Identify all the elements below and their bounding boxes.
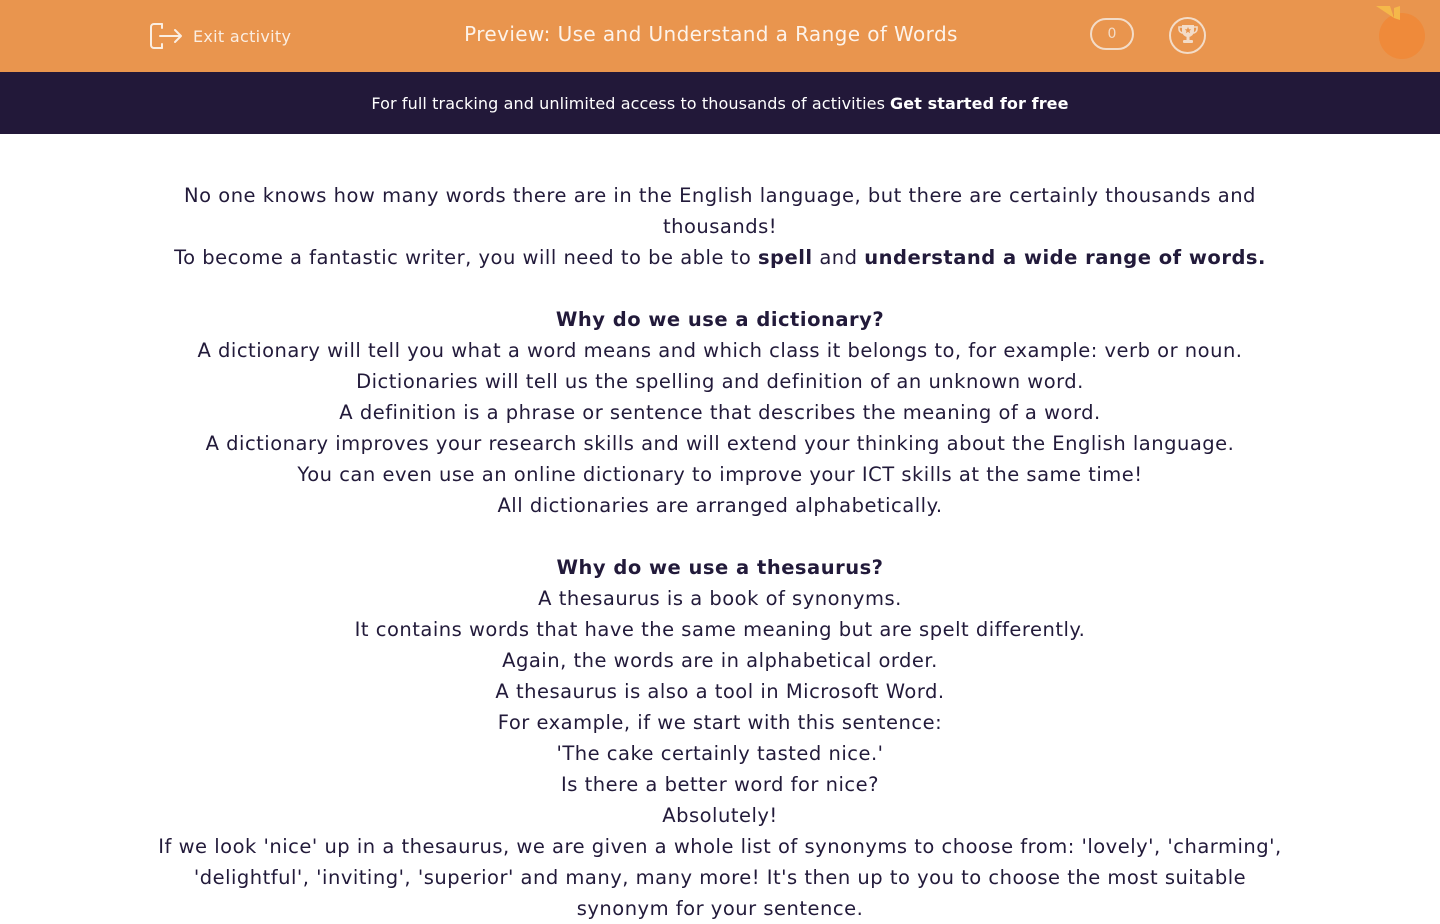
thesaurus-line: Again, the words are in alphabetical order.	[502, 649, 938, 672]
thesaurus-line: A thesaurus is a book of synonyms.	[538, 587, 902, 610]
dictionary-line: A dictionary improves your research skills and will extend your thinking about the English language.	[205, 432, 1235, 455]
dictionary-line: A dictionary will tell you what a word means and which class it belongs to, for example: verb or noun.	[197, 339, 1243, 362]
intro-text: To become a fantastic writer, you will need to be able to	[174, 246, 758, 269]
trophy-button[interactable]	[1169, 17, 1206, 54]
dictionary-line: You can even use an online dictionary to improve your ICT skills at the same time!	[297, 463, 1143, 486]
exit-activity-label: Exit activity	[193, 26, 292, 46]
top-bar	[0, 0, 1440, 72]
get-started-link[interactable]: Get started for free	[890, 93, 1069, 113]
trophy-icon	[1177, 23, 1199, 49]
orange-fruit-logo-icon	[1374, 4, 1430, 60]
thesaurus-line: Absolutely!	[662, 804, 778, 827]
intro-line	[150, 242, 1290, 273]
lesson-content	[150, 134, 1290, 924]
thesaurus-line: A thesaurus is also a tool in Microsoft Word.	[495, 680, 945, 703]
dictionary-line: A definition is a phrase or sentence that describes the meaning of a word.	[339, 401, 1101, 424]
thesaurus-line: It contains words that have the same meaning but are spelt differently.	[354, 618, 1086, 641]
intro-line: No one knows how many words there are in the English language, but there are certainly thousands and thousands!	[184, 184, 1256, 238]
section-heading-dictionary: Why do we use a dictionary?	[555, 308, 885, 331]
emphasis-spell: spell	[757, 246, 813, 269]
intro-text: and	[812, 246, 865, 269]
thesaurus-line: Is there a better word for nice?	[561, 773, 879, 796]
page-title: Preview: Use and Understand a Range of Words	[464, 22, 958, 46]
dictionary-line: All dictionaries are arranged alphabetically.	[497, 494, 943, 517]
thesaurus-line: 'The cake certainly tasted nice.'	[556, 742, 884, 765]
signup-banner	[0, 72, 1440, 134]
dictionary-line: Dictionaries will tell us the spelling and definition of an unknown word.	[356, 370, 1084, 393]
emphasis-understand: understand a wide range of words.	[864, 246, 1266, 269]
section-heading-thesaurus: Why do we use a thesaurus?	[556, 556, 884, 579]
thesaurus-line: For example, if we start with this sentence:	[497, 711, 943, 734]
banner-text: For full tracking and unlimited access to thousands of activities	[371, 93, 886, 113]
thesaurus-line: If we look 'nice' up in a thesaurus, we are given a whole list of synonyms to choose from: 'lovely', 'charming', 'delightful', 'inviting', 'superior' and many, many more! It's then up to you to choose the most suitable synonym for your sentence.	[158, 835, 1282, 920]
score-badge: 0	[1090, 18, 1134, 50]
